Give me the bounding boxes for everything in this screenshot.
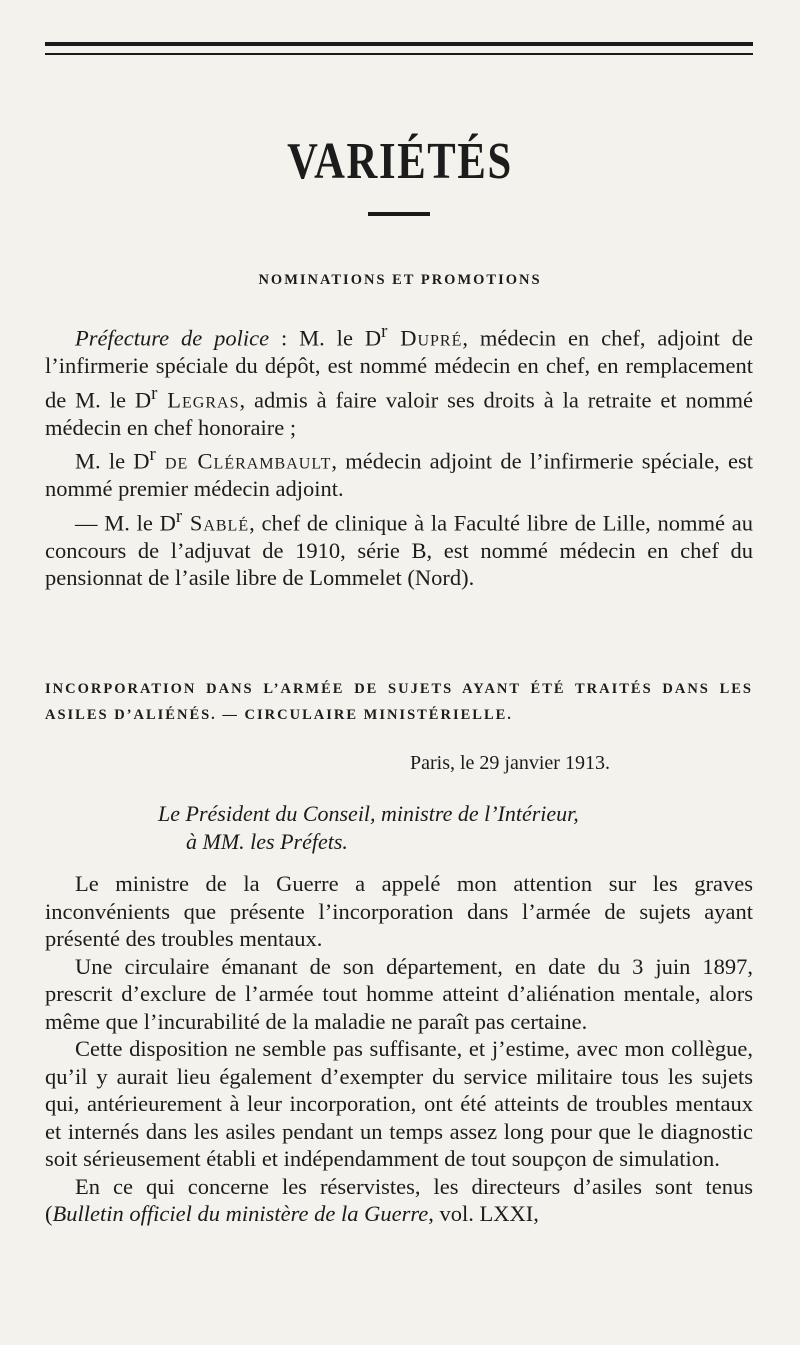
text-run: — M. le D: [75, 510, 176, 535]
text-run: : M. le D: [269, 325, 382, 351]
person-name: Sablé: [182, 510, 250, 535]
circular-paragraph-2: Une circulaire émanant de son département, en date du 3 juin 1897, prescrit d’exclure de l’armée tout homme atteint d’aliénation mentale, alors même que l’incurabilité de la maladie ne paraît pas certaine.: [45, 953, 753, 1034]
text-run: , médecin en chef, adjoint de l’infirmerie spéciale du dépôt, est nommé médecin en chef, en remplacement de M. le D: [45, 325, 753, 412]
superscript: r: [381, 321, 388, 342]
person-name: Dupré: [387, 325, 463, 351]
person-name: de Clérambault: [155, 448, 332, 474]
section-heading-circular: INCORPORATION DANS L’ARMÉE DE SUJETS AYANT ÉTÉ TRAITÉS DANS LES ASILES D’ALIÉNÉS. — CIRCULAIRE MINISTÉRIELLE.: [45, 681, 753, 723]
text-run: , admis à faire valoir ses droits à la retraite et nommé médecin en chef honoraire ;: [45, 387, 754, 440]
header-rule-thick: [45, 42, 753, 46]
section-heading-nominations: NOMINATIONS ET PROMOTIONS: [258, 272, 542, 288]
title-underline: [368, 212, 430, 216]
nomination-paragraph-3: [45, 503, 753, 592]
addressee-line-2: à MM. les Préfets.: [186, 829, 348, 854]
superscript: r: [149, 444, 156, 465]
circular-paragraph-4: [45, 1173, 753, 1228]
dateline: Paris, le 29 janvier 1913.: [410, 752, 610, 774]
bulletin-title: Bulletin officiel du ministère de la Guerre: [52, 1201, 429, 1226]
superscript: r: [151, 382, 158, 404]
text-run: En ce qui concerne les réservistes, les directeurs d’asiles sont tenus (: [45, 1173, 753, 1226]
circular-paragraph-1: Le ministre de la Guerre a appelé mon attention sur les graves inconvénients que présente l’incorporation dans l’armée de sujets ayant présenté des troubles mentaux.: [45, 871, 753, 951]
header-rule-thin: [45, 53, 753, 55]
addressee-block: [158, 800, 579, 856]
text-run: , médecin adjoint de l’infirmerie spéciale, est nommé premier médecin adjoint.: [45, 448, 754, 501]
text-run: , chef de clinique à la Faculté libre de Lille, nommé au concours de l’adjuvat de 1910, série B, est nommé médecin en chef du pensionnat de l’asile libre de Lommelet (Nord).: [45, 510, 753, 590]
text-run: M. le D: [75, 448, 150, 474]
text-run: , vol. LXXI,: [428, 1201, 539, 1226]
circular-paragraph-3: Cette disposition ne semble pas suffisante, et j’estime, avec mon collègue, qu’il y aurait lieu également d’exempter du service militaire tous les sujets qui, antérieurement à leur incorporation, ont été atteints de troubles mentaux et internés dans les asiles pendant un temps assez long pour que le diagnostic soit sérieusement établi et indépendamment de tout soupçon de simulation.: [45, 1036, 753, 1171]
addressee-line-1: Le Président du Conseil, ministre de l’Intérieur,: [158, 801, 579, 826]
nomination-paragraph-2: [45, 441, 753, 503]
nomination-paragraph-1: [45, 318, 753, 441]
prefecture-label: Préfecture de police: [75, 325, 270, 351]
superscript: r: [175, 505, 183, 527]
circular-body: [45, 870, 753, 1228]
nominations-block: [45, 318, 753, 592]
person-name: Legras: [157, 387, 240, 412]
page-title: VARIÉTÉS: [287, 133, 513, 190]
